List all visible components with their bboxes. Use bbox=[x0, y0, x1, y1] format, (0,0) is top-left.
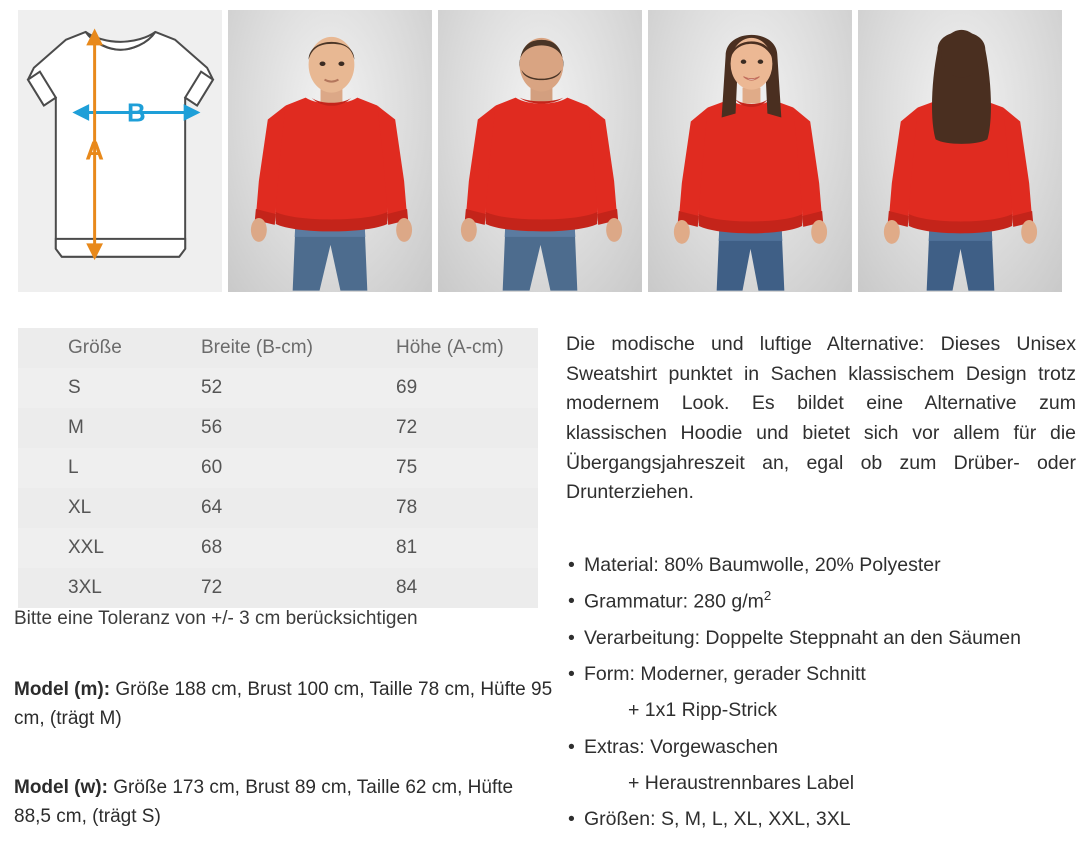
table-row bbox=[18, 408, 538, 448]
model-female-back-figure bbox=[858, 10, 1062, 291]
technical-drawing-svg bbox=[18, 10, 222, 291]
cell-width: 68 bbox=[201, 537, 223, 558]
cell-size: S bbox=[68, 377, 81, 398]
tolerance-note: Bitte eine Toleranz von +/- 3 cm berücksichtigen bbox=[14, 608, 418, 629]
cell-height: 69 bbox=[396, 377, 418, 398]
column-header-size: Größe bbox=[68, 337, 122, 358]
cell-height: 72 bbox=[396, 417, 418, 438]
cell-height: 75 bbox=[396, 457, 418, 478]
table-header-row bbox=[18, 328, 538, 368]
table-row bbox=[18, 528, 538, 568]
model-female-front-figure bbox=[648, 10, 852, 291]
feature-form-sub: + 1x1 Ripp-Strick bbox=[628, 699, 778, 722]
feature-weight bbox=[566, 586, 1078, 617]
height-label-a: A bbox=[85, 137, 104, 166]
product-image-gallery bbox=[18, 10, 1062, 292]
column-header-height: Höhe (A-cm) bbox=[396, 337, 504, 358]
width-label-b: B bbox=[127, 99, 146, 128]
cell-width: 56 bbox=[201, 417, 223, 438]
cell-size: L bbox=[68, 457, 79, 478]
gallery-image-technical-drawing[interactable] bbox=[18, 10, 222, 292]
model-male-measurements bbox=[14, 676, 554, 733]
table-row bbox=[18, 448, 538, 488]
gallery-image-model-female-front[interactable] bbox=[648, 10, 852, 292]
cell-width: 72 bbox=[201, 577, 223, 598]
table-row bbox=[18, 488, 538, 528]
feature-extras-sub: + Heraustrennbares Label bbox=[628, 771, 855, 794]
model-female-text: Größe 173 cm, Brust 89 cm, Taille 62 cm, Hüfte 88,5 cm, (trägt S) bbox=[14, 777, 514, 827]
table-row bbox=[18, 368, 538, 408]
product-description: Die modische und luftige Alternative: Dieses Unisex Sweatshirt punktet in Sachen klassischem Design trotz modernem Look. Es bildet eine Alternative zum klassischen Hoodie und bietet sich vor allem für die Übergangsjahreszeit an, egal ob zum Drüber- oder Drunterziehen. bbox=[566, 333, 1076, 504]
cell-size: 3XL bbox=[68, 577, 102, 598]
cell-height: 84 bbox=[396, 577, 418, 598]
model-female-label: Model (w): bbox=[14, 777, 108, 798]
gallery-image-model-male-back[interactable] bbox=[438, 10, 642, 292]
model-male-front-figure bbox=[228, 10, 432, 291]
feature-weight-text: Grammatur: 280 g/m bbox=[584, 590, 764, 613]
column-header-width: Breite (B-cm) bbox=[201, 337, 313, 358]
size-table bbox=[18, 328, 538, 608]
model-male-label: Model (m): bbox=[14, 679, 111, 700]
cell-height: 78 bbox=[396, 497, 418, 518]
model-male-text: Größe 188 cm, Brust 100 cm, Taille 78 cm, Hüfte 95 cm, (trägt M) bbox=[14, 679, 553, 729]
cell-width: 64 bbox=[201, 497, 223, 518]
table-row bbox=[18, 568, 538, 608]
cell-width: 60 bbox=[201, 457, 223, 478]
feature-weight-sup: 2 bbox=[763, 588, 772, 604]
model-male-back-figure bbox=[438, 10, 642, 291]
feature-sizes: • Größen: S, M, L, XL, XXL, 3XL bbox=[566, 804, 1078, 834]
feature-form: • Form: Moderner, gerader Schnitt bbox=[566, 659, 1078, 689]
cell-size: XL bbox=[68, 497, 92, 518]
cell-size: M bbox=[68, 417, 84, 438]
product-feature-list bbox=[566, 550, 1078, 840]
cell-width: 52 bbox=[201, 377, 223, 398]
gallery-image-model-female-back[interactable] bbox=[858, 10, 1062, 292]
feature-processing: • Verarbeitung: Doppelte Steppnaht an den Säumen bbox=[566, 623, 1078, 653]
feature-extras: • Extras: Vorgewaschen bbox=[566, 732, 1078, 762]
gallery-image-model-male-front[interactable] bbox=[228, 10, 432, 292]
cell-height: 81 bbox=[396, 537, 418, 558]
cell-size: XXL bbox=[68, 537, 104, 558]
model-female-measurements bbox=[14, 774, 554, 831]
feature-material: • Material: 80% Baumwolle, 20% Polyester bbox=[566, 550, 1078, 580]
